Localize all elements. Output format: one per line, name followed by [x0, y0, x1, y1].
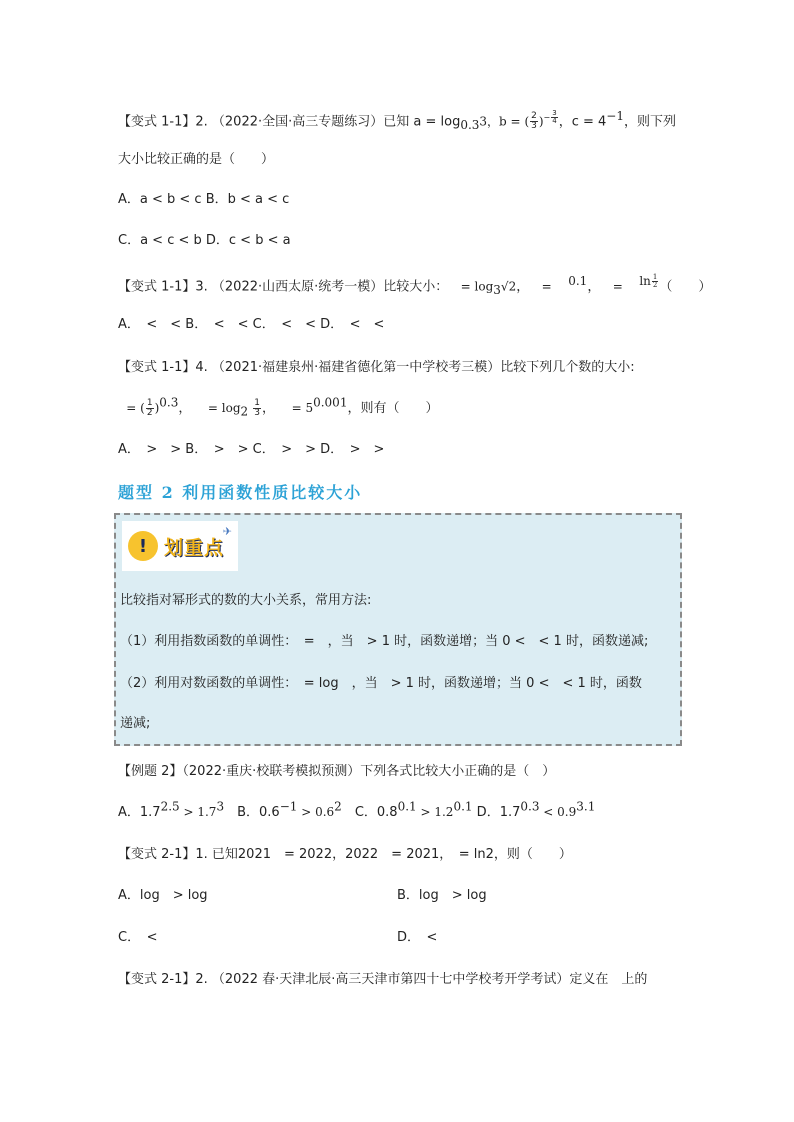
variant-1-1-4-line2	[118, 395, 439, 419]
exponent: 0.001	[313, 395, 348, 410]
exponent: 0.3	[159, 395, 179, 410]
text: > 0.6	[297, 805, 335, 819]
ln: ln	[639, 274, 651, 288]
variant-2-1-1-question: 【变式 2-1】1. 已知2021 = 2022，2022 = 2021， = ln2，则（ ）	[118, 847, 572, 862]
paren: )	[538, 114, 544, 129]
options-cd: C．a < c < b D．c < b < a	[118, 233, 291, 248]
exponent: 2	[334, 799, 342, 814]
example-2-options	[118, 799, 596, 823]
text: ，c = 4	[558, 114, 607, 130]
text: （ ）	[659, 279, 712, 295]
key-point-2-cont: 递减;	[120, 716, 151, 731]
exp-fraction	[551, 110, 557, 125]
variant-1-1-4-options: A． > > B． > > C． > > D． > >	[118, 442, 385, 457]
text: > 1.7	[179, 805, 217, 819]
numerator: 3	[552, 109, 557, 117]
text: =	[541, 279, 552, 294]
opt-a: A．1.7	[118, 805, 161, 820]
key-point-intro: 比较指对幂形式的数的大小关系，常用方法:	[120, 593, 372, 608]
numerator: 1	[254, 398, 261, 408]
exponent: −1	[279, 799, 298, 814]
fraction	[146, 399, 154, 418]
text: 【变式 1-1】2. （2022·全国·高三专题练习）已知 a = log	[118, 114, 461, 130]
key-point-1: （1）利用指数函数的单调性： = ，当 > 1 时，函数递增；当 0 < < 1 时，函数递减;	[120, 634, 649, 649]
options-ab: A．a < b < c B．b < a < c	[118, 192, 290, 207]
key-points-badge	[122, 521, 238, 571]
text: = 5	[291, 401, 314, 415]
opt-b: B．0.6	[224, 805, 280, 820]
section-heading: 题型 2 利用函数性质比较大小	[118, 483, 363, 502]
sign: −	[543, 113, 551, 122]
variant-2-1-2-question: 【变式 2-1】2. （2022 春·天津北辰·高三天津市第四十七中学校考开学考试）定义在 上的	[118, 972, 648, 987]
text: = (	[126, 401, 145, 415]
text: = log	[207, 401, 241, 415]
sep: ，	[262, 401, 276, 416]
exponent: 0.3	[520, 799, 540, 814]
numerator: 2	[531, 111, 537, 122]
variant-1-1-4-line1: 【变式 1-1】4. （2021·福建泉州·福建省德化第一中学校考三模）比较下列几个数的大小:	[118, 360, 635, 375]
variant-2-1-1-option-a: A．log > log	[118, 888, 208, 903]
fraction	[652, 274, 658, 289]
badge-label: 划重点	[164, 536, 225, 559]
denominator: 2	[146, 408, 153, 418]
exponent: 0.1	[568, 274, 588, 288]
text: ，则下列	[624, 114, 677, 130]
exponent: 3.1	[576, 799, 596, 814]
text: 【变式 1-1】3. （2022·山西太原·统考一模）比较大小：	[118, 279, 449, 295]
text: ，则有（ ）	[347, 401, 439, 416]
log-base: 0.3	[460, 117, 480, 132]
fraction	[253, 399, 261, 418]
denominator: 2	[652, 281, 658, 289]
text: = log	[460, 279, 494, 294]
opt-c: C．0.8	[341, 805, 398, 820]
example-2-question: 【例题 2】（2022·重庆·校联考模拟预测）下列各式比较大小正确的是（ ）	[118, 764, 556, 779]
variant-2-1-1-option-d: D． <	[397, 930, 438, 945]
numerator: 1	[146, 398, 153, 408]
denominator: 4	[552, 117, 557, 125]
text: > 1.2	[416, 805, 454, 819]
variant-2-1-1-option-c: C． <	[118, 930, 158, 945]
variant-1-1-2-line1	[118, 110, 676, 132]
exponent: 0.1	[453, 799, 473, 814]
paren: (	[524, 114, 530, 129]
key-point-2: （2）利用对数函数的单调性： = log ，当 > 1 时，函数递增；当 0 < < 1 时，函数	[120, 676, 642, 691]
fraction	[530, 112, 538, 131]
sep: ，	[516, 279, 530, 295]
text: =	[612, 279, 623, 294]
variant-1-1-3-line1	[118, 274, 711, 297]
numerator: 1	[652, 273, 658, 281]
exponent: 2.5	[160, 799, 180, 814]
sep: ，	[178, 401, 192, 416]
sqrt: √2	[500, 279, 517, 294]
log-base: 2	[240, 404, 249, 419]
paren: )	[154, 401, 160, 415]
text: 3，b =	[479, 114, 525, 129]
denominator: 3	[254, 408, 261, 418]
sep: ，	[587, 279, 601, 295]
text: < 0.9	[539, 805, 577, 819]
lightbulb-icon: !	[128, 531, 158, 561]
variant-2-1-1-option-b: B．log > log	[397, 888, 487, 903]
paper-plane-icon: ✈	[222, 525, 232, 538]
log-base: 3	[493, 282, 501, 297]
exponent: 3	[216, 799, 225, 814]
exponent: 0.1	[397, 799, 417, 814]
key-points-box	[114, 513, 682, 746]
variant-1-1-3-options: A． < < B． < < C． < < D． < <	[118, 317, 385, 332]
denominator: 3	[531, 121, 537, 132]
variant-1-1-2-line2: 大小比较正确的是（ ）	[118, 152, 275, 167]
exponent: −1	[606, 109, 624, 123]
opt-d: D．1.7	[472, 805, 521, 820]
